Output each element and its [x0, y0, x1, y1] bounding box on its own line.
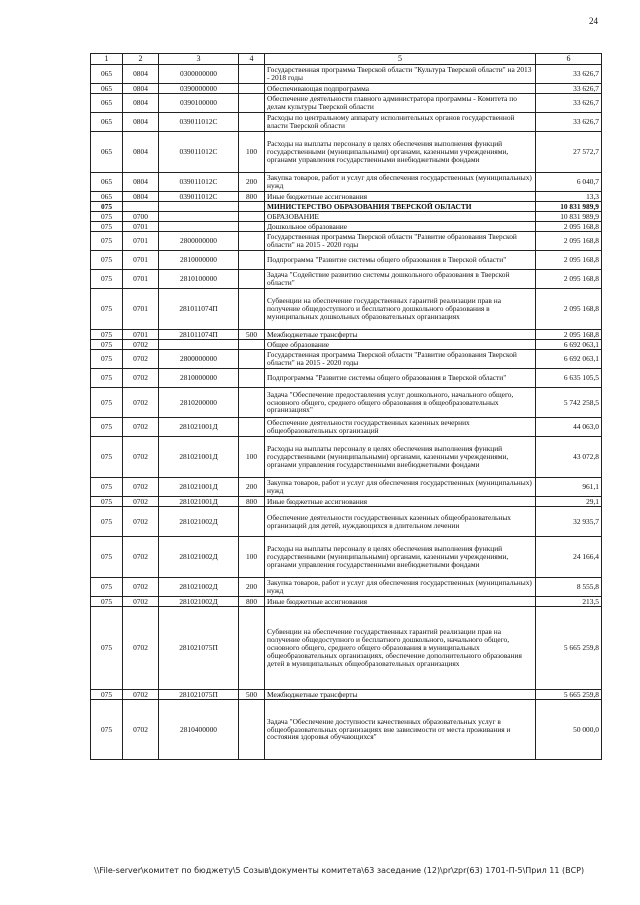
table-row [91, 578, 602, 597]
cell-section-code: 0702 [123, 497, 159, 507]
header-row [91, 54, 602, 65]
cell-target-article: 2810200000 [159, 388, 239, 418]
cell-description: Закупка товаров, работ и услуг для обеспечения государственных (муниципальных) нужд [265, 578, 536, 597]
cell-ministry-code: 075 [91, 537, 123, 578]
cell-description: ОБРАЗОВАНИЕ [265, 212, 536, 222]
cell-section-code: 0702 [123, 607, 159, 690]
budget-table [90, 53, 602, 760]
cell-ministry-code: 075 [91, 578, 123, 597]
cell-expense-type: 500 [239, 690, 265, 700]
cell-amount: 33 626,7 [536, 94, 602, 113]
cell-amount: 2 095 168,8 [536, 330, 602, 340]
table-row [91, 232, 602, 251]
cell-target-article: 2810400000 [159, 700, 239, 760]
cell-amount: 13,3 [536, 192, 602, 202]
cell-ministry-code: 065 [91, 113, 123, 132]
cell-expense-type [239, 700, 265, 760]
cell-amount: 33 626,7 [536, 65, 602, 84]
cell-ministry-code: 075 [91, 369, 123, 388]
table-row [91, 132, 602, 173]
cell-ministry-code: 075 [91, 340, 123, 350]
table-row [91, 270, 602, 289]
cell-description: МИНИСТЕРСТВО ОБРАЗОВАНИЯ ТВЕРСКОЙ ОБЛАСТИ [265, 202, 536, 212]
cell-description: Субвенции на обеспечение государственных гарантий реализации прав на получение общедоступного и бесплатного дошкольного образования в муниципальных дошкольных образовательных организациях [265, 289, 536, 330]
cell-ministry-code: 075 [91, 222, 123, 232]
cell-ministry-code: 065 [91, 94, 123, 113]
table-row [91, 289, 602, 330]
table-row [91, 350, 602, 369]
cell-section-code: 0701 [123, 222, 159, 232]
table-row [91, 94, 602, 113]
cell-description: Иные бюджетные ассигнования [265, 497, 536, 507]
table-row [91, 418, 602, 437]
cell-expense-type: 800 [239, 597, 265, 607]
cell-target-article [159, 340, 239, 350]
cell-amount: 24 166,4 [536, 537, 602, 578]
header-cell-2: 2 [123, 54, 159, 65]
cell-ministry-code: 075 [91, 507, 123, 537]
cell-description: Государственная программа Тверской области "Развитие образования Тверской области" на 2015 - 2020 годы [265, 232, 536, 251]
table-row [91, 65, 602, 84]
cell-section-code: 0700 [123, 212, 159, 222]
cell-amount: 29,1 [536, 497, 602, 507]
cell-target-article: 0390000000 [159, 84, 239, 94]
cell-section-code: 0701 [123, 251, 159, 270]
cell-description: Общее образование [265, 340, 536, 350]
cell-section-code: 0701 [123, 232, 159, 251]
cell-amount: 32 935,7 [536, 507, 602, 537]
table-row [91, 597, 602, 607]
cell-ministry-code: 075 [91, 597, 123, 607]
cell-section-code: 0702 [123, 700, 159, 760]
table-row [91, 340, 602, 350]
cell-expense-type: 100 [239, 537, 265, 578]
cell-amount: 33 626,7 [536, 84, 602, 94]
cell-target-article: 039011012С [159, 192, 239, 202]
cell-section-code: 0702 [123, 537, 159, 578]
cell-section-code: 0702 [123, 437, 159, 478]
cell-ministry-code: 075 [91, 690, 123, 700]
cell-amount: 27 572,7 [536, 132, 602, 173]
table-row [91, 388, 602, 418]
cell-section-code: 0702 [123, 507, 159, 537]
cell-description: Обеспечивающая подпрограмма [265, 84, 536, 94]
cell-target-article: 2800000000 [159, 232, 239, 251]
cell-ministry-code: 065 [91, 84, 123, 94]
cell-target-article: 281021002Д [159, 507, 239, 537]
cell-amount: 10 831 989,9 [536, 212, 602, 222]
cell-amount: 2 095 168,8 [536, 289, 602, 330]
cell-amount: 33 626,7 [536, 113, 602, 132]
table-row [91, 192, 602, 202]
cell-description: Задача "Содействие развитию системы дошкольного образования в Тверской области" [265, 270, 536, 289]
cell-amount: 2 095 168,8 [536, 270, 602, 289]
cell-description: Расходы на выплаты персоналу в целях обеспечения выполнения функций государственными (муниципальными) органами, казенными учреждениями, органами управления государственными внебюджетными фондами [265, 537, 536, 578]
cell-expense-type [239, 607, 265, 690]
cell-description: Расходы по центральному аппарату исполнительных органов государственной власти Тверской области [265, 113, 536, 132]
cell-target-article: 281021001Д [159, 418, 239, 437]
cell-section-code: 0804 [123, 113, 159, 132]
cell-expense-type: 500 [239, 330, 265, 340]
cell-ministry-code: 075 [91, 289, 123, 330]
cell-amount: 8 555,8 [536, 578, 602, 597]
header-cell-6: 6 [536, 54, 602, 65]
cell-description: Закупка товаров, работ и услуг для обеспечения государственных (муниципальных) нужд [265, 478, 536, 497]
table-row [91, 212, 602, 222]
cell-section-code: 0702 [123, 350, 159, 369]
table-row [91, 497, 602, 507]
cell-amount: 50 000,0 [536, 700, 602, 760]
cell-description: Иные бюджетные ассигнования [265, 597, 536, 607]
cell-description: Межбюджетные трансферты [265, 690, 536, 700]
cell-description: Обеспечение деятельности государственных казенных вечерних общеобразовательных организаций [265, 418, 536, 437]
cell-description: Расходы на выплаты персоналу в целях обеспечения выполнения функций государственными (муниципальными) органами, казенными учреждениями, органами управления государственными внебюджетными фондами [265, 132, 536, 173]
cell-expense-type [239, 418, 265, 437]
cell-amount: 10 831 989,9 [536, 202, 602, 212]
cell-target-article: 281021001Д [159, 497, 239, 507]
cell-section-code: 0702 [123, 369, 159, 388]
cell-amount: 213,5 [536, 597, 602, 607]
cell-section-code: 0804 [123, 84, 159, 94]
cell-target-article: 281021075П [159, 607, 239, 690]
cell-expense-type [239, 270, 265, 289]
cell-description: Дошкольное образование [265, 222, 536, 232]
cell-description: Обеспечение деятельности государственных казенных общеобразовательных организаций для детей, нуждающихся в длительном лечении [265, 507, 536, 537]
header-cell-3: 3 [159, 54, 239, 65]
cell-expense-type: 200 [239, 173, 265, 192]
cell-amount: 2 095 168,8 [536, 232, 602, 251]
cell-ministry-code: 075 [91, 232, 123, 251]
cell-description: Межбюджетные трансферты [265, 330, 536, 340]
table-row [91, 113, 602, 132]
cell-section-code: 0701 [123, 289, 159, 330]
header-cell-5: 5 [265, 54, 536, 65]
cell-ministry-code: 075 [91, 700, 123, 760]
cell-amount: 6 635 105,5 [536, 369, 602, 388]
header-cell-4: 4 [239, 54, 265, 65]
table-row [91, 369, 602, 388]
cell-ministry-code: 075 [91, 388, 123, 418]
cell-amount: 6 040,7 [536, 173, 602, 192]
cell-section-code [123, 202, 159, 212]
table-row [91, 478, 602, 497]
cell-description: Государственная программа Тверской области "Культура Тверской области" на 2013 - 2018 годы [265, 65, 536, 84]
cell-section-code: 0804 [123, 94, 159, 113]
cell-description: Подпрограмма "Развитие системы общего образования в Тверской области" [265, 251, 536, 270]
table-row [91, 330, 602, 340]
cell-amount: 6 692 063,1 [536, 350, 602, 369]
cell-expense-type: 800 [239, 497, 265, 507]
cell-expense-type: 100 [239, 132, 265, 173]
cell-description: Субвенции на обеспечение государственных гарантий реализации прав на получение общедоступного и бесплатного дошкольного, начального общего, основного общего, среднего общего образования в муниципальных общеобразовательных организациях, обеспечение дополнительного образования детей в муниципальных общеобразовательных организациях [265, 607, 536, 690]
cell-expense-type [239, 84, 265, 94]
cell-description: Закупка товаров, работ и услуг для обеспечения государственных (муниципальных) нужд [265, 173, 536, 192]
cell-target-article: 281021075П [159, 690, 239, 700]
cell-expense-type [239, 94, 265, 113]
cell-section-code: 0702 [123, 388, 159, 418]
page-number: 24 [589, 16, 598, 26]
cell-target-article: 281011074П [159, 289, 239, 330]
cell-section-code: 0702 [123, 578, 159, 597]
cell-target-article [159, 222, 239, 232]
cell-target-article: 281021002Д [159, 578, 239, 597]
cell-expense-type [239, 289, 265, 330]
cell-ministry-code: 075 [91, 418, 123, 437]
cell-target-article: 281021002Д [159, 597, 239, 607]
cell-ministry-code: 065 [91, 192, 123, 202]
cell-section-code: 0702 [123, 690, 159, 700]
cell-target-article: 2810100000 [159, 270, 239, 289]
cell-ministry-code: 075 [91, 202, 123, 212]
cell-ministry-code: 075 [91, 437, 123, 478]
cell-expense-type [239, 65, 265, 84]
cell-expense-type [239, 202, 265, 212]
cell-target-article [159, 202, 239, 212]
cell-description: Государственная программа Тверской области "Развитие образования Тверской области" на 2015 - 2020 годы [265, 350, 536, 369]
cell-amount: 5 665 259,8 [536, 690, 602, 700]
cell-expense-type [239, 350, 265, 369]
cell-target-article: 2810000000 [159, 369, 239, 388]
table-row [91, 84, 602, 94]
cell-expense-type [239, 222, 265, 232]
cell-section-code: 0702 [123, 340, 159, 350]
cell-section-code: 0804 [123, 132, 159, 173]
cell-target-article: 0390100000 [159, 94, 239, 113]
cell-description: Задача "Обеспечение предоставления услуг дошкольного, начального общего, основного общего, среднего общего образования в общеобразовательных организациях" [265, 388, 536, 418]
cell-expense-type: 200 [239, 578, 265, 597]
cell-section-code: 0702 [123, 418, 159, 437]
cell-ministry-code: 075 [91, 251, 123, 270]
file-path-footer: \\File-server\комитет по бюджету\5 Созыв\документы комитета\63 заседание (12)\pr\zpr(63) 1701-П-5\Прил 11 (ВСР) [94, 866, 585, 875]
cell-target-article: 039011012С [159, 173, 239, 192]
table-row [91, 202, 602, 212]
cell-ministry-code: 065 [91, 65, 123, 84]
cell-amount: 2 095 168,8 [536, 251, 602, 270]
cell-description: Задача "Обеспечение доступности качественных образовательных услуг в общеобразовательных организациях вне зависимости от места проживания и состояния здоровья обучающихся" [265, 700, 536, 760]
cell-amount: 43 072,8 [536, 437, 602, 478]
cell-expense-type: 800 [239, 192, 265, 202]
header-cell-1: 1 [91, 54, 123, 65]
cell-description: Расходы на выплаты персоналу в целях обеспечения выполнения функций государственными (муниципальными) органами, казенными учреждениями, органами управления государственными внебюджетными фондами [265, 437, 536, 478]
cell-target-article [159, 212, 239, 222]
cell-ministry-code: 075 [91, 350, 123, 369]
cell-section-code: 0701 [123, 330, 159, 340]
cell-expense-type [239, 388, 265, 418]
cell-section-code: 0702 [123, 478, 159, 497]
cell-section-code: 0804 [123, 192, 159, 202]
cell-target-article: 281021001Д [159, 478, 239, 497]
cell-ministry-code: 065 [91, 173, 123, 192]
cell-target-article: 2810000000 [159, 251, 239, 270]
cell-target-article: 2800000000 [159, 350, 239, 369]
cell-ministry-code: 075 [91, 270, 123, 289]
cell-expense-type [239, 507, 265, 537]
table-row [91, 251, 602, 270]
table-row [91, 222, 602, 232]
cell-expense-type [239, 232, 265, 251]
cell-amount: 6 692 063,1 [536, 340, 602, 350]
table-row [91, 537, 602, 578]
cell-description: Подпрограмма "Развитие системы общего образования в Тверской области" [265, 369, 536, 388]
table-row [91, 690, 602, 700]
cell-target-article: 0300000000 [159, 65, 239, 84]
cell-amount: 5 665 259,8 [536, 607, 602, 690]
cell-expense-type [239, 251, 265, 270]
cell-target-article: 039011012С [159, 113, 239, 132]
table-body [91, 65, 602, 760]
cell-ministry-code: 075 [91, 212, 123, 222]
cell-ministry-code: 065 [91, 132, 123, 173]
cell-target-article: 039011012С [159, 132, 239, 173]
cell-expense-type [239, 212, 265, 222]
table-row [91, 437, 602, 478]
cell-section-code: 0804 [123, 65, 159, 84]
cell-amount: 5 742 258,5 [536, 388, 602, 418]
cell-section-code: 0702 [123, 597, 159, 607]
table-row [91, 607, 602, 690]
table-row [91, 700, 602, 760]
cell-ministry-code: 075 [91, 497, 123, 507]
cell-target-article: 281021002Д [159, 537, 239, 578]
cell-description: Иные бюджетные ассигнования [265, 192, 536, 202]
cell-section-code: 0804 [123, 173, 159, 192]
cell-description: Обеспечение деятельности главного администратора программы - Комитета по делам культуры Тверской области [265, 94, 536, 113]
cell-ministry-code: 075 [91, 607, 123, 690]
cell-expense-type [239, 340, 265, 350]
cell-ministry-code: 075 [91, 478, 123, 497]
cell-target-article: 281021001Д [159, 437, 239, 478]
cell-expense-type: 100 [239, 437, 265, 478]
cell-target-article: 281011074П [159, 330, 239, 340]
cell-amount: 961,1 [536, 478, 602, 497]
cell-expense-type: 200 [239, 478, 265, 497]
table-row [91, 507, 602, 537]
cell-ministry-code: 075 [91, 330, 123, 340]
cell-section-code: 0701 [123, 270, 159, 289]
cell-amount: 2 095 168,8 [536, 222, 602, 232]
cell-expense-type [239, 369, 265, 388]
table-row [91, 173, 602, 192]
cell-amount: 44 063,0 [536, 418, 602, 437]
cell-expense-type [239, 113, 265, 132]
